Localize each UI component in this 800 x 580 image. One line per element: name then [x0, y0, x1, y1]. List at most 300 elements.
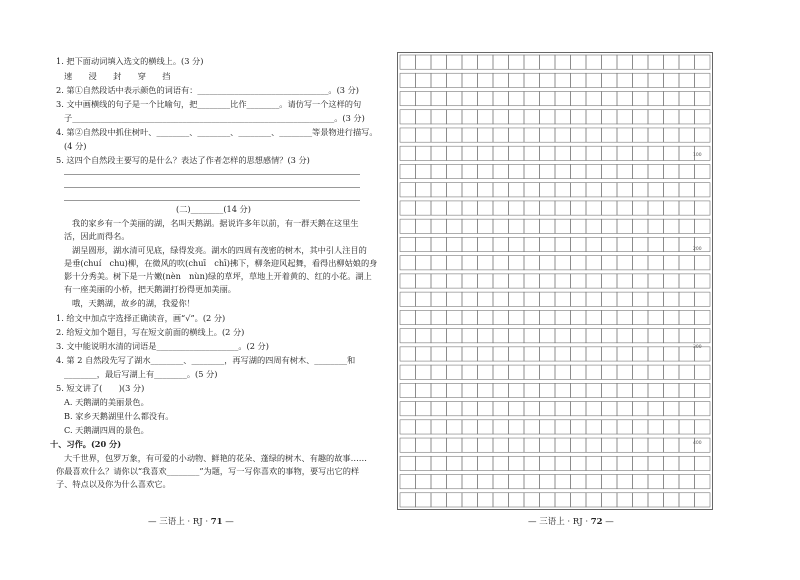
grid-cell [679, 55, 695, 69]
grid-cell [524, 256, 540, 270]
right-footer [528, 515, 614, 527]
grid-cell [633, 365, 649, 379]
grid-cell [493, 110, 509, 124]
grid-cell [400, 493, 416, 507]
grid-cell [540, 183, 556, 197]
grid-cell [416, 438, 432, 452]
grid-cell [679, 329, 695, 343]
grid-cell [493, 438, 509, 452]
grid-cell [431, 310, 447, 324]
grid-cell [509, 128, 525, 142]
grid-cell [617, 493, 633, 507]
grid-cell [617, 219, 633, 233]
grid-cell [462, 365, 478, 379]
grid-cell [602, 365, 618, 379]
grid-cell [493, 347, 509, 361]
grid-cell [695, 201, 711, 215]
grid-cell [447, 274, 463, 288]
grid-cell [478, 128, 494, 142]
grid-cell [602, 91, 618, 105]
grid-cell [633, 73, 649, 87]
grid-cell [478, 365, 494, 379]
grid-cell [664, 456, 680, 470]
grid-cell [400, 402, 416, 416]
passage-p1-line-1: 我的家乡有一个美丽的湖，名叫天鹅湖。据说许多年以前，有一群天鹅在这里生 [72, 218, 359, 228]
grid-cell [493, 310, 509, 324]
grid-cell [555, 347, 571, 361]
footer-suffix: — [605, 517, 614, 527]
answer-line [64, 187, 360, 188]
grid-cell [555, 292, 571, 306]
grid-cell [633, 383, 649, 397]
grid-cell [509, 383, 525, 397]
grid-cell [524, 329, 540, 343]
grid-cell [524, 475, 540, 489]
grid-cell [431, 475, 447, 489]
grid-cell [431, 219, 447, 233]
grid-cell [400, 55, 416, 69]
grid-cell [509, 292, 525, 306]
grid-cell [431, 402, 447, 416]
grid-cell [509, 110, 525, 124]
grid-cell [478, 292, 494, 306]
grid-cell [416, 237, 432, 251]
grid-cell [679, 420, 695, 434]
grid-cell [478, 310, 494, 324]
grid-cell [416, 493, 432, 507]
grid-cell [524, 347, 540, 361]
grid-cell [447, 475, 463, 489]
grid-cell [555, 310, 571, 324]
grid-cell [447, 73, 463, 87]
grid-cell [664, 110, 680, 124]
grid-cell [617, 365, 633, 379]
grid-cell [664, 292, 680, 306]
grid-cell [540, 402, 556, 416]
grid-cell [509, 55, 525, 69]
grid-cell [478, 475, 494, 489]
grid-cell [571, 91, 587, 105]
grid-cell [416, 55, 432, 69]
grid-cell [679, 110, 695, 124]
grid-cell [617, 110, 633, 124]
grid-cell [447, 329, 463, 343]
grid-cell [648, 256, 664, 270]
grid-cell [648, 219, 664, 233]
grid-cell [447, 55, 463, 69]
grid-cell [555, 438, 571, 452]
grid-cell [633, 347, 649, 361]
grid-cell [462, 383, 478, 397]
grid-cell [524, 438, 540, 452]
grid-cell [416, 73, 432, 87]
grid-cell [540, 493, 556, 507]
grid-cell [400, 329, 416, 343]
grid-cell [462, 128, 478, 142]
passage-p2-line-3: 影十分秀美。树下是一片嫩(nèn nùn)绿的草坪，草地上开着黄的、红的小花。湖上 [64, 271, 372, 281]
grid-cell [493, 493, 509, 507]
s2-option-a: A. 天鹅湖的美丽景色。 [64, 397, 149, 407]
grid-cell [524, 402, 540, 416]
grid-cell [400, 201, 416, 215]
grid-cell [400, 310, 416, 324]
grid-cell [617, 456, 633, 470]
grid-cell [602, 73, 618, 87]
essay-prompt-line-3: 子、特点以及你为什么喜欢它。 [56, 479, 171, 489]
grid-cell [586, 164, 602, 178]
grid-cell [664, 183, 680, 197]
grid-cell [478, 110, 494, 124]
composition-grid [397, 52, 713, 510]
question-4-line-1: 4. 第②自然段中抓住树叶、________、________、________、________等景物进行描写。 [56, 127, 378, 137]
grid-cell [416, 329, 432, 343]
grid-cell [524, 237, 540, 251]
grid-cell [540, 383, 556, 397]
grid-cell [695, 183, 711, 197]
grid-cell [509, 475, 525, 489]
section-2-title: (二)________(14 分) [176, 204, 251, 214]
grid-cell [617, 329, 633, 343]
grid-cell [447, 128, 463, 142]
grid-cell [493, 183, 509, 197]
grid-cell [586, 183, 602, 197]
grid-cell [431, 128, 447, 142]
grid-cell [664, 91, 680, 105]
grid-cell [695, 164, 711, 178]
question-5: 5. 这四个自然段主要写的是什么？表达了作者怎样的思想感情？(3 分) [56, 155, 310, 165]
grid-cell [695, 310, 711, 324]
grid-cell [664, 365, 680, 379]
grid-cell [648, 128, 664, 142]
grid-cell [633, 164, 649, 178]
grid-cell [571, 219, 587, 233]
grid-cell [555, 456, 571, 470]
grid-cell [695, 493, 711, 507]
grid-cell [586, 274, 602, 288]
grid-cell [400, 237, 416, 251]
grid-cell [648, 347, 664, 361]
grid-cell [509, 274, 525, 288]
grid-count-mark: 200 [693, 247, 702, 252]
grid-cell [416, 219, 432, 233]
grid-cell [493, 256, 509, 270]
answer-line [64, 200, 360, 201]
grid-cell [462, 347, 478, 361]
grid-cell [509, 219, 525, 233]
grid-cell [447, 110, 463, 124]
grid-cell [509, 402, 525, 416]
grid-cell [524, 456, 540, 470]
grid-cell [431, 256, 447, 270]
grid-cell [462, 438, 478, 452]
grid-cell [679, 73, 695, 87]
grid-cell [478, 402, 494, 416]
grid-cell [617, 383, 633, 397]
grid-cell [524, 274, 540, 288]
grid-cell [664, 493, 680, 507]
grid-cell [478, 438, 494, 452]
grid-cell [400, 110, 416, 124]
grid-cell [586, 110, 602, 124]
grid-cell [416, 475, 432, 489]
grid-cell [447, 292, 463, 306]
grid-cell [555, 55, 571, 69]
grid-cell [571, 438, 587, 452]
grid-cell [478, 256, 494, 270]
grid-cell [478, 183, 494, 197]
grid-cell [617, 310, 633, 324]
grid-cell [478, 329, 494, 343]
grid-cell [478, 274, 494, 288]
grid-cell [679, 274, 695, 288]
passage-p1-line-2: 活，因此而得名。 [64, 231, 130, 241]
grid-cell [648, 438, 664, 452]
footer-suffix: — [225, 517, 234, 527]
grid-cell [493, 383, 509, 397]
grid-cell [602, 402, 618, 416]
grid-cell [447, 347, 463, 361]
grid-cell [617, 73, 633, 87]
grid-cell [493, 420, 509, 434]
answer-line [64, 174, 360, 175]
grid-cell [602, 219, 618, 233]
grid-cell [493, 219, 509, 233]
grid-cell [571, 164, 587, 178]
grid-cell [540, 73, 556, 87]
grid-cell [602, 110, 618, 124]
grid-cell [462, 110, 478, 124]
grid-cell [400, 456, 416, 470]
grid-cell [462, 475, 478, 489]
grid-cell [416, 201, 432, 215]
grid-cell [617, 438, 633, 452]
grid-cell [571, 475, 587, 489]
grid-cell [416, 347, 432, 361]
grid-cell [509, 420, 525, 434]
grid-cell [617, 237, 633, 251]
grid-cell [447, 310, 463, 324]
grid-cell [664, 438, 680, 452]
grid-cell [447, 91, 463, 105]
grid-cell [571, 456, 587, 470]
grid-cell [447, 219, 463, 233]
grid-cell [462, 420, 478, 434]
grid-cell [679, 493, 695, 507]
grid-cell [540, 164, 556, 178]
s2-question-5: 5. 短文讲了( )(3 分) [56, 383, 145, 393]
grid-cell [695, 73, 711, 87]
grid-cell [493, 475, 509, 489]
grid-cell [478, 237, 494, 251]
grid-cell [602, 274, 618, 288]
grid-cell [664, 329, 680, 343]
grid-cell [695, 55, 711, 69]
grid-cell [416, 310, 432, 324]
grid-cell [571, 110, 587, 124]
grid-cell [602, 128, 618, 142]
grid-cell [400, 164, 416, 178]
grid-cell [586, 347, 602, 361]
grid-cell [431, 55, 447, 69]
question-3-line-2: 子________________________________________________________________。(3 分) [64, 113, 365, 123]
grid-cell [664, 475, 680, 489]
grid-cell [586, 383, 602, 397]
grid-cell [617, 146, 633, 160]
grid-cell [679, 383, 695, 397]
grid-cell [447, 456, 463, 470]
grid-cell [524, 420, 540, 434]
grid-cell [617, 201, 633, 215]
grid-cell [524, 292, 540, 306]
grid-cell [493, 146, 509, 160]
grid-cell [648, 402, 664, 416]
grid-cell [571, 402, 587, 416]
grid-cell [555, 274, 571, 288]
grid-cell [478, 73, 494, 87]
grid-cell [633, 475, 649, 489]
grid-cell [633, 438, 649, 452]
grid-cell [493, 456, 509, 470]
grid-cell [633, 110, 649, 124]
grid-cell [695, 91, 711, 105]
grid-cell [664, 164, 680, 178]
grid-cell [555, 420, 571, 434]
grid-cell [679, 219, 695, 233]
grid-cell [540, 475, 556, 489]
grid-cell [571, 183, 587, 197]
grid-count-mark: 300 [693, 345, 702, 350]
grid-cell [571, 329, 587, 343]
grid-cell [447, 383, 463, 397]
grid-cell [633, 402, 649, 416]
grid-cell [586, 73, 602, 87]
grid-cell [617, 55, 633, 69]
grid-cell [648, 365, 664, 379]
grid-cell [400, 73, 416, 87]
grid-cell [586, 493, 602, 507]
grid-cell [524, 128, 540, 142]
grid-cell [509, 237, 525, 251]
section-10-title: 十、习作。(20 分) [50, 439, 122, 449]
grid-cell [571, 128, 587, 142]
grid-cell [400, 219, 416, 233]
grid-cell [540, 329, 556, 343]
grid-cell [617, 256, 633, 270]
grid-cell [462, 237, 478, 251]
grid-cell [664, 55, 680, 69]
grid-cell [648, 292, 664, 306]
grid-cell [400, 438, 416, 452]
grid-cell [648, 91, 664, 105]
grid-cell [524, 164, 540, 178]
grid-cell [586, 256, 602, 270]
grid-cell [431, 183, 447, 197]
grid-cell [664, 274, 680, 288]
grid-cell [648, 310, 664, 324]
grid-cell [416, 292, 432, 306]
grid-cell [617, 91, 633, 105]
grid-cell [617, 164, 633, 178]
grid-cell [555, 164, 571, 178]
grid-cell [571, 493, 587, 507]
grid-cell [509, 183, 525, 197]
grid-cell [555, 183, 571, 197]
grid-cell [602, 55, 618, 69]
grid-cell [679, 256, 695, 270]
grid-cell [493, 292, 509, 306]
grid-cell [431, 201, 447, 215]
grid-cell [493, 402, 509, 416]
grid-cell [664, 128, 680, 142]
grid-cell [540, 274, 556, 288]
grid-cell [540, 310, 556, 324]
grid-cell [462, 183, 478, 197]
grid-cell [571, 420, 587, 434]
grid-cell [400, 292, 416, 306]
grid-cell [571, 146, 587, 160]
grid-cell [679, 91, 695, 105]
grid-cell [416, 256, 432, 270]
grid-cell [633, 201, 649, 215]
grid-cell [648, 55, 664, 69]
grid-cell [664, 146, 680, 160]
grid-cell [493, 55, 509, 69]
grid-cell [431, 438, 447, 452]
grid-cell [447, 201, 463, 215]
grid-cell [431, 110, 447, 124]
grid-lines [398, 53, 712, 509]
grid-cell [648, 329, 664, 343]
grid-cell [493, 73, 509, 87]
s2-question-4-line-2: ________，最后写湖上有________。(5 分) [64, 369, 218, 379]
grid-cell [478, 201, 494, 215]
grid-cell [695, 292, 711, 306]
grid-cell [555, 110, 571, 124]
grid-cell [478, 55, 494, 69]
grid-cell [509, 73, 525, 87]
grid-cell [664, 256, 680, 270]
grid-cell [416, 91, 432, 105]
s2-option-b: B. 家乡天鹅湖里什么都没有。 [64, 411, 174, 421]
grid-cell [478, 164, 494, 178]
grid-cell [586, 219, 602, 233]
grid-cell [524, 91, 540, 105]
grid-cell [679, 201, 695, 215]
grid-cell [555, 128, 571, 142]
grid-cell [679, 292, 695, 306]
grid-cell [602, 456, 618, 470]
s2-question-1: 1. 给文中加点字选择正确读音，画“√”。(2 分) [56, 313, 226, 323]
grid-cell [695, 456, 711, 470]
grid-cell [633, 310, 649, 324]
grid-cell [540, 219, 556, 233]
grid-cell [493, 274, 509, 288]
grid-cell [555, 146, 571, 160]
grid-cell [695, 274, 711, 288]
grid-cell [602, 475, 618, 489]
grid-cell [555, 365, 571, 379]
grid-cell [648, 183, 664, 197]
grid-cell [571, 274, 587, 288]
grid-cell [478, 456, 494, 470]
grid-cell [617, 183, 633, 197]
grid-cell [664, 310, 680, 324]
grid-cell [555, 329, 571, 343]
grid-cell [416, 365, 432, 379]
grid-cell [555, 402, 571, 416]
grid-cell [509, 310, 525, 324]
grid-cell [571, 365, 587, 379]
